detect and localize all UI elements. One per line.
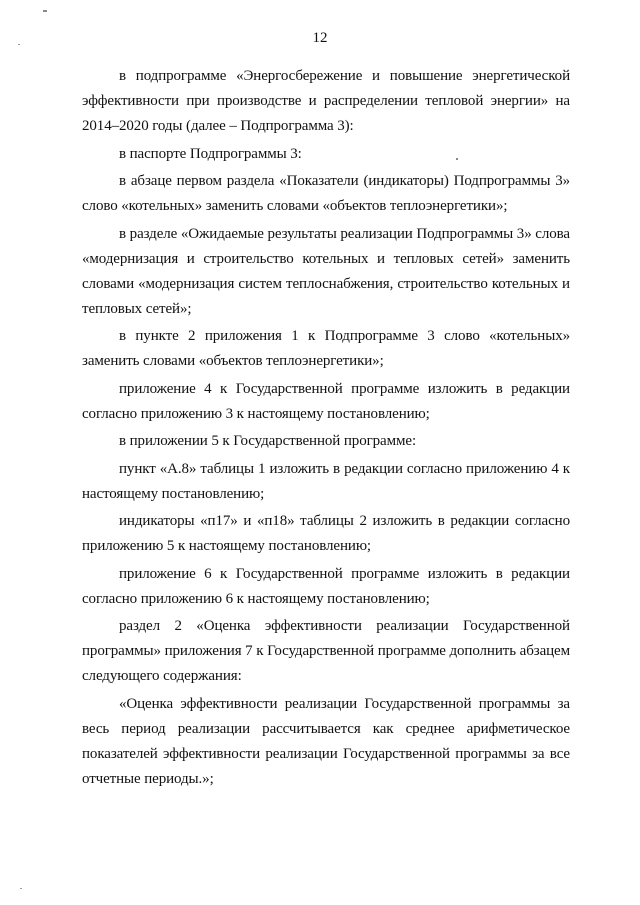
document-body [82, 64, 570, 792]
paragraph-expected-results: в разделе «Ожидаемые результаты реализации Подпрограммы 3» слова «модернизация и строительство котельных и тепловых сетей» заменить словами «модернизация систем теплоснабжения, строительство котельных и тепловых сетей»; [82, 225, 570, 317]
scan-speck [43, 10, 47, 12]
paragraph-appendix-4: приложение 4 к Государственной программе изложить в редакции согласно приложению 3 к настоящему постановлению; [82, 380, 570, 422]
paragraph-appendix-6: приложение 6 к Государственной программе изложить в редакции согласно приложению 6 к настоящему постановлению; [82, 565, 570, 607]
paragraph-table-2-indicators: индикаторы «п17» и «п18» таблицы 2 изложить в редакции согласно приложению 5 к настоящему постановлению; [82, 513, 570, 554]
paragraph-appendix-1-point-2: в пункте 2 приложения 1 к Подпрограмме 3 слово «котельных» заменить словами «объектов теплоэнергетики»; [82, 328, 570, 369]
paragraph-passport: в паспорте Подпрограммы 3: [119, 145, 302, 162]
paragraph-appendix-5-intro: в приложении 5 к Государственной программе: [119, 433, 417, 449]
paragraph-quoted-evaluation: «Оценка эффективности реализации Государственной программы за весь период реализации рассчитывается как среднее арифметическое показателей эффективности реализации Государственной программы за все отчетные периоды.»; [82, 695, 570, 787]
paragraph-table-1-a8: пункт «А.8» таблицы 1 изложить в редакции согласно приложению 4 к настоящему постановлению; [82, 460, 570, 502]
paragraph-indicators-section: в абзаце первом раздела «Показатели (индикаторы) Подпрограммы 3» слово «котельных» заменить словами «объектов теплоэнергетики»; [82, 173, 570, 214]
margin-tick-mark [20, 888, 22, 889]
paragraph-appendix-7-section-2: раздел 2 «Оценка эффективности реализации Государственной программы» приложения 7 к Государственной программе дополнить абзацем следующего содержания: [82, 618, 570, 684]
paragraph-subprogram-3-intro: в подпрограмме «Энергосбережение и повышение энергетической эффективности при производстве и распределении тепловой энергии» на 2014–2020 годы (далее – Подпрограмма 3): [82, 68, 570, 134]
page-number: 12 [312, 30, 328, 46]
